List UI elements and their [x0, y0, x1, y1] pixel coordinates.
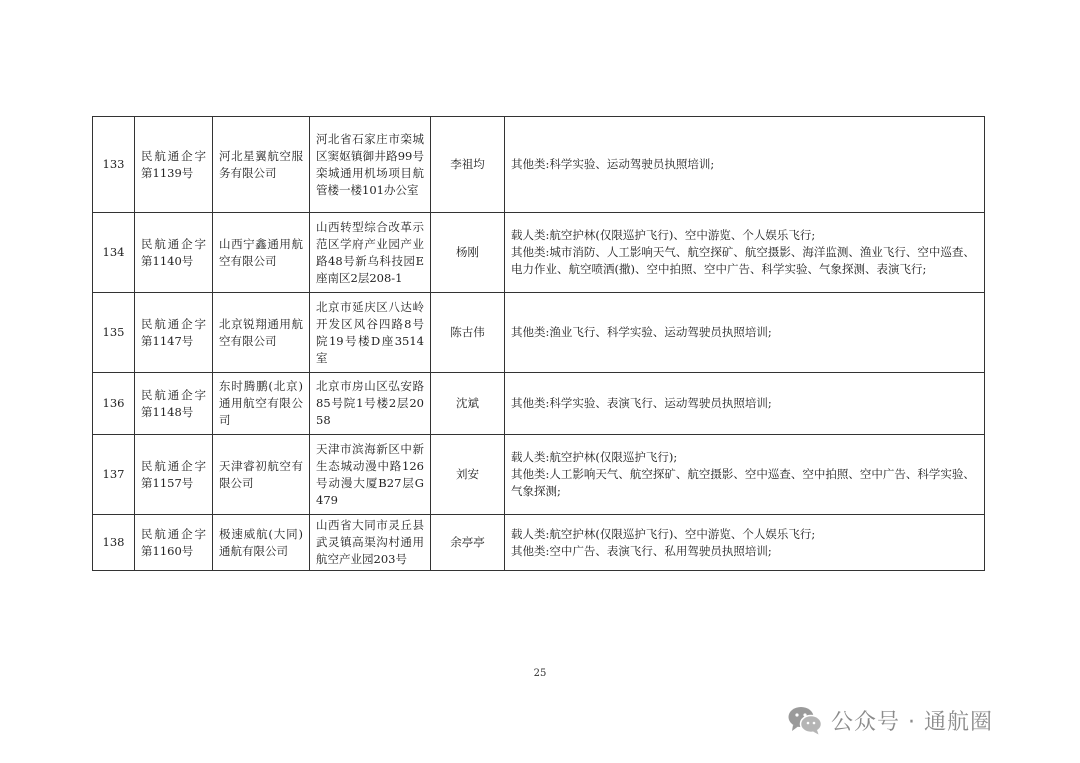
- company-name: 极速威航(大同)通航有限公司: [213, 515, 310, 571]
- row-number: 135: [93, 293, 135, 373]
- company-address: 河北省石家庄市栾城区窦妪镇御井路99号栾城通用机场项目航管楼一楼101办公室: [310, 117, 431, 213]
- scope-line: 载人类:航空护林(仅限巡护飞行);: [511, 450, 678, 464]
- row-number: 134: [93, 213, 135, 293]
- legal-representative: 李祖均: [431, 117, 505, 213]
- scope-line: 其他类:空中广告、表演飞行、私用驾驶员执照培训;: [511, 543, 772, 558]
- row-number: 133: [93, 117, 135, 213]
- company-name: 天津睿初航空有限公司: [213, 435, 310, 515]
- company-address: 山西省大同市灵丘县武灵镇高渠沟村通用航空产业园203号: [310, 515, 431, 571]
- scope-line: 载人类:航空护林(仅限巡护飞行)、空中游览、个人娱乐飞行;: [511, 526, 816, 541]
- scope-line: 气象探测;: [511, 484, 561, 498]
- scope-line: 载人类:航空护林(仅限巡护飞行)、空中游览、个人娱乐飞行;: [511, 228, 816, 242]
- company-address: 北京市房山区弘安路85号院1号楼2层2058: [310, 373, 431, 435]
- license-table: [92, 116, 985, 571]
- license-code: 民航通企字第1160号: [135, 515, 213, 571]
- company-address: 天津市滨海新区中新生态城动漫中路126号动漫大厦B27层G479: [310, 435, 431, 515]
- scope-line: 其他类:城市消防、人工影响天气、航空探矿、航空摄影、海洋监测、渔业飞行、空中巡查、: [511, 245, 975, 259]
- license-code: 民航通企字第1157号: [135, 435, 213, 515]
- business-scope: [505, 373, 985, 435]
- business-scope: [505, 515, 985, 571]
- table-row: [93, 515, 985, 571]
- row-number: 138: [93, 515, 135, 571]
- row-number: 136: [93, 373, 135, 435]
- legal-representative: 陈古伟: [431, 293, 505, 373]
- company-name: 山西宁鑫通用航空有限公司: [213, 213, 310, 293]
- wechat-icon: [787, 705, 823, 735]
- scope-line: 其他类:渔业飞行、科学实验、运动驾驶员执照培训;: [511, 325, 772, 339]
- scope-line: 其他类:人工影响天气、航空探矿、航空摄影、空中巡查、空中拍照、空中广告、科学实验、: [511, 467, 975, 481]
- license-code: 民航通企字第1139号: [135, 117, 213, 213]
- license-code: 民航通企字第1140号: [135, 213, 213, 293]
- table-row: [93, 435, 985, 515]
- legal-representative: 刘安: [431, 435, 505, 515]
- page-number: 25: [533, 668, 547, 679]
- legal-representative: 余亭亭: [431, 515, 505, 571]
- row-number: 137: [93, 435, 135, 515]
- company-name: 北京锐翔通用航空有限公司: [213, 293, 310, 373]
- watermark: [787, 703, 993, 737]
- license-code: 民航通企字第1147号: [135, 293, 213, 373]
- business-scope: [505, 293, 985, 373]
- company-address: 北京市延庆区八达岭开发区风谷四路8号院19号楼D座3514室: [310, 293, 431, 373]
- table-row: [93, 373, 985, 435]
- table-row: [93, 213, 985, 293]
- company-name: 河北星翼航空服务有限公司: [213, 117, 310, 213]
- legal-representative: 杨刚: [431, 213, 505, 293]
- watermark-text: 公众号 · 通航圈: [831, 709, 993, 735]
- table-row: [93, 117, 985, 213]
- scope-line: 电力作业、航空喷洒(撒)、空中拍照、空中广告、科学实验、气象探测、表演飞行;: [511, 262, 927, 276]
- company-name: 东时腾鹏(北京)通用航空有限公司: [213, 373, 310, 435]
- business-scope: [505, 117, 985, 213]
- table-body: [93, 117, 985, 571]
- company-address: 山西转型综合改革示范区学府产业园产业路48号新乌科技园E座南区2层208-1: [310, 213, 431, 293]
- business-scope: [505, 213, 985, 293]
- license-code: 民航通企字第1148号: [135, 373, 213, 435]
- scope-line: 其他类:科学实验、运动驾驶员执照培训;: [511, 157, 715, 171]
- business-scope: [505, 435, 985, 515]
- table-row: [93, 293, 985, 373]
- scope-line: 其他类:科学实验、表演飞行、运动驾驶员执照培训;: [511, 396, 772, 410]
- legal-representative: 沈斌: [431, 373, 505, 435]
